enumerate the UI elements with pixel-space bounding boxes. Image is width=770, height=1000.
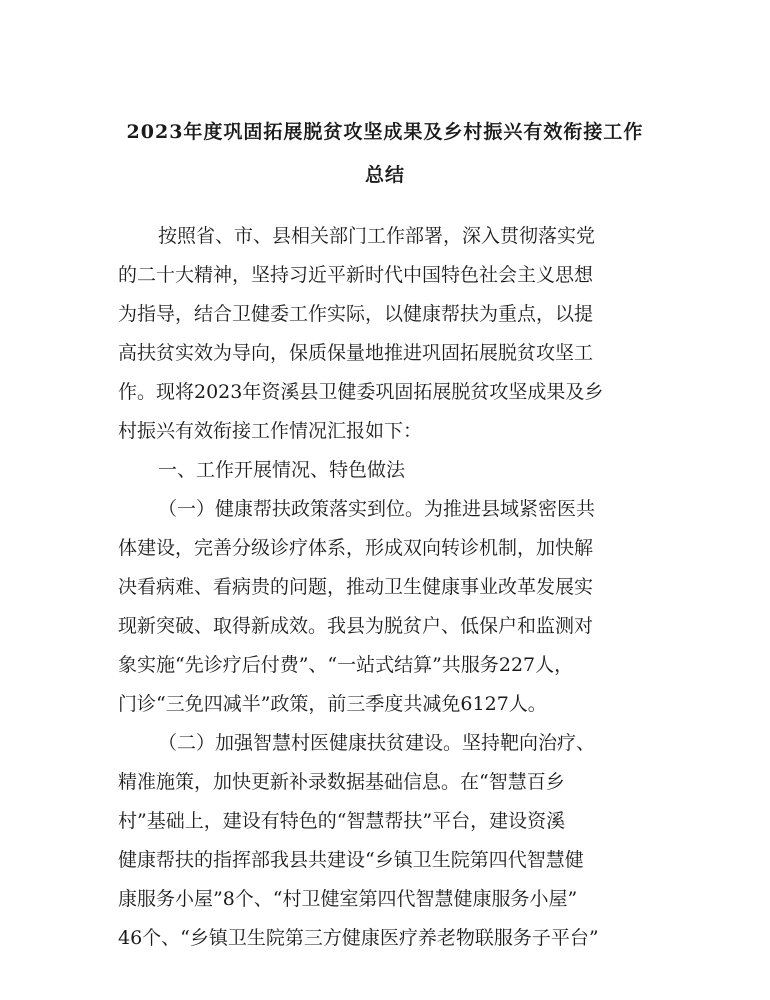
paragraph-line: 精准施策，加快更新补录数据基础信息。在“智慧百乡 — [118, 771, 565, 793]
paragraph-line: 高扶贫实效为导向，保质保量地推进巩固拓展脱贫攻坚工 — [118, 342, 594, 364]
paragraph-line: 健康帮扶的指挥部我县共建设“乡镇卫生院第四代智慧健 — [118, 849, 584, 871]
paragraph-line: 康服务小屋”8个、“村卫健室第四代智慧健康服务小屋” — [118, 888, 578, 910]
paragraph-line: 按照省、市、县相关部门工作部署，深入贯彻落实党 — [158, 225, 596, 247]
paragraph-line: 作。现将2023年资溪县卫健委巩固拓展脱贫攻坚成果及乡 — [118, 381, 604, 403]
paragraph-line: 村”基础上，建设有特色的“智慧帮扶”平台，建设资溪 — [118, 810, 566, 832]
paragraph-line: 为指导，结合卫健委工作实际，以健康帮扶为重点，以提 — [118, 303, 594, 325]
paragraph-line: （一）健康帮扶政策落实到位。为推进县域紧密医共 — [158, 498, 596, 520]
paragraph-line: 的二十大精神，坚持习近平新时代中国特色社会主义思想 — [118, 264, 594, 286]
section-heading: 一、工作开展情况、特色做法 — [158, 459, 406, 481]
paragraph-line: 决看病难、看病贵的问题，推动卫生健康事业改革发展实 — [118, 576, 594, 598]
paragraph-line: 村振兴有效衔接工作情况汇报如下： — [118, 420, 423, 442]
paragraph-line: 46个、“乡镇卫生院第三方健康医疗养老物联服务子平台” — [118, 927, 599, 949]
paragraph-line: 象实施“先诊疗后付费”、“一站式结算”共服务227人， — [118, 654, 574, 676]
document-title-line-2: 总结 — [364, 164, 405, 186]
paragraph-line: （二）加强智慧村医健康扶贫建设。坚持靶向治疗、 — [158, 732, 596, 754]
document-title-line-1: 2023年度巩固拓展脱贫攻坚成果及乡村振兴有效衔接工作 — [126, 121, 644, 143]
paragraph-line: 体建设，完善分级诊疗体系，形成双向转诊机制，加快解 — [118, 537, 594, 559]
paragraph-line: 现新突破、取得新成效。我县为脱贫户、低保户和监测对 — [118, 615, 594, 637]
paragraph-line: 门诊“三免四减半”政策，前三季度共减免6127人。 — [118, 693, 547, 715]
